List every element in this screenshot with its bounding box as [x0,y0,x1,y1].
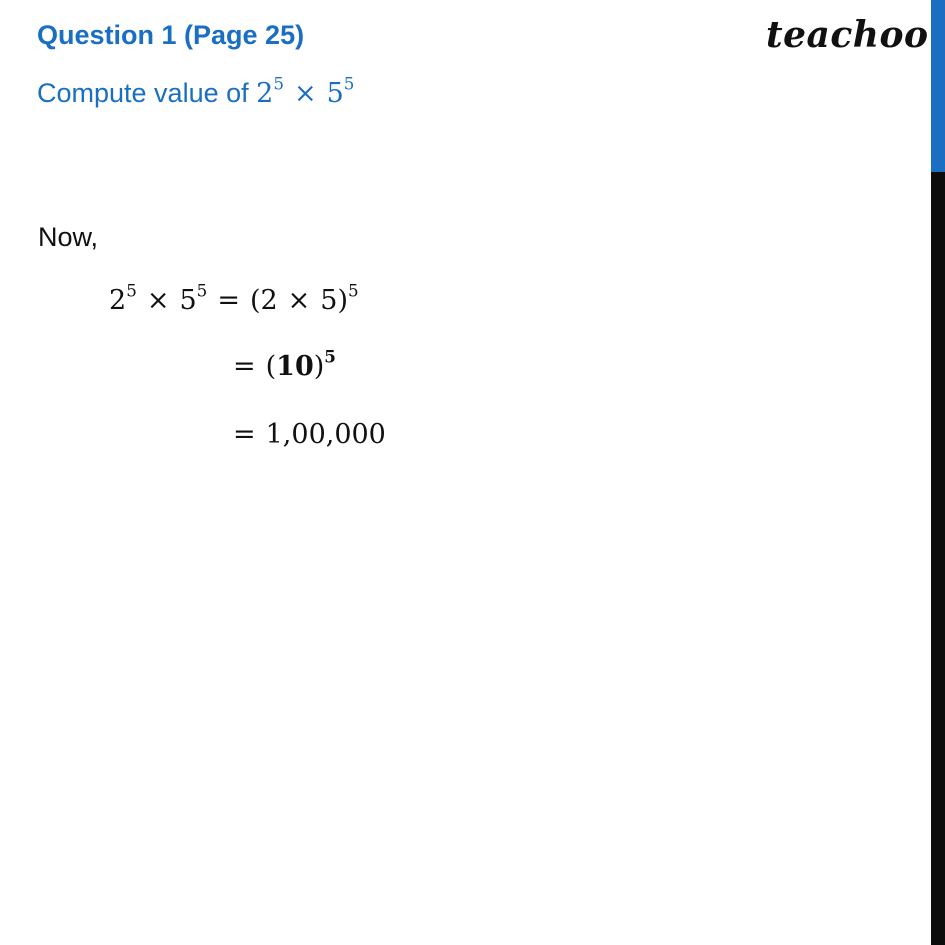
solution-line-3 [233,419,386,450]
solution-intro: Now, [38,222,99,252]
line1-exponent-1: 5 [126,280,137,301]
line1-times-sign-2: × [287,285,311,316]
line1-base-2: 5 [179,285,197,316]
line1-factor-b: 5 [320,285,338,316]
line2-value: 10 [276,351,314,382]
line1-factor-a: 2 [260,285,278,316]
sidebar-accent [931,0,945,172]
line1-exponent-2: 5 [196,280,208,301]
question-text [37,73,355,109]
line1-open-paren: ( [249,285,261,316]
question-exponent-2: 5 [343,73,355,94]
line1-base-1: 2 [109,285,127,316]
question-prefix: Compute value of [37,78,257,108]
question-title: Question 1 (Page 25) [37,20,305,50]
question-expression [256,73,355,109]
solution-line-1 [109,280,359,316]
line2-close-paren: ) [313,351,325,382]
question-exponent-1: 5 [273,73,284,94]
line2-equals-sign: = [233,351,256,382]
question-times-sign: × [293,78,317,109]
line1-equals-sign: = [217,285,240,316]
line1-rhs-exponent: 5 [348,280,359,301]
question-base-1: 2 [256,78,274,109]
solution-line-2 [233,346,336,382]
line2-exponent: 5 [324,346,336,367]
line2-open-paren: ( [265,351,277,382]
question-base-2: 5 [326,78,344,109]
line3-equals-sign: = [233,419,256,450]
right-sidebar-bar [931,0,945,945]
teachoo-logo: teachoo [766,14,929,56]
line3-value: 1,00,000 [265,419,386,450]
line1-close-paren: ) [337,285,349,316]
line1-times-sign-1: × [146,285,170,316]
